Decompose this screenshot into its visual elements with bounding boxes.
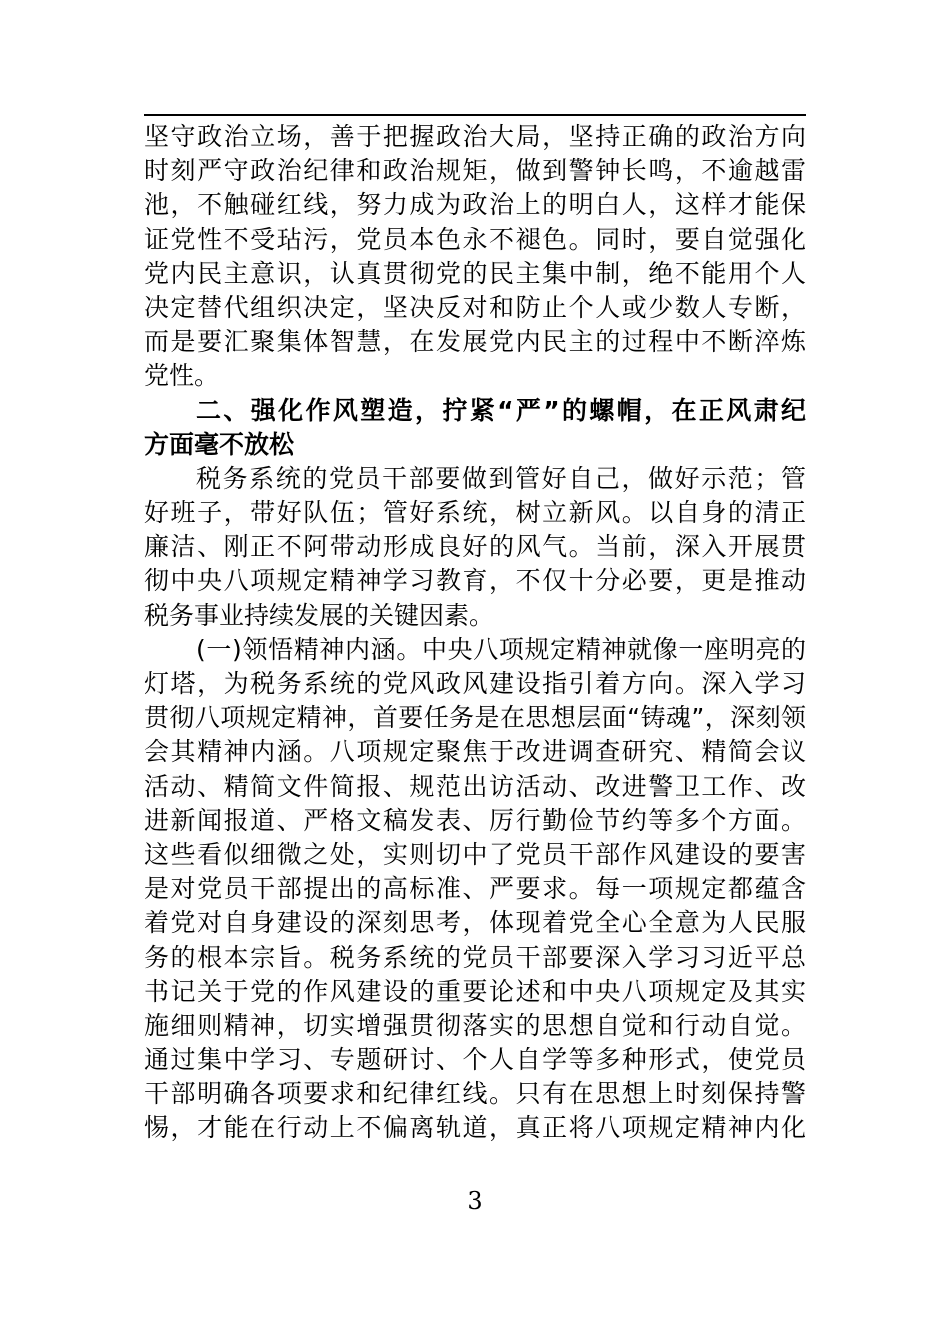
text-line: 证党性不受玷污，党员本色永不褪色。同时，要自觉强化 (144, 224, 806, 254)
page-number: 3 (467, 1187, 483, 1215)
text-line: 党内民主意识，认真贯彻党的民主集中制，绝不能用个人 (144, 258, 806, 288)
text-line: 是对党员干部提出的高标准、严要求。每一项规定都蕴含 (144, 874, 806, 904)
text-line: 而是要汇聚集体智慧，在发展党内民主的过程中不断淬炼 (144, 327, 806, 357)
text-line: 决定替代组织决定，坚决反对和防止个人或少数人专断， (144, 292, 806, 322)
text-line: 会其精神内涵。八项规定聚焦于改进调查研究、精简会议 (144, 737, 806, 767)
text-line: 税务事业持续发展的关键因素。 (144, 600, 495, 630)
text-line: 时刻严守政治纪律和政治规矩，做到警钟长鸣，不逾越雷 (144, 156, 806, 186)
text-line: 坚守政治立场，善于把握政治大局，坚持正确的政治方向 (144, 122, 806, 151)
text-line: 施细则精神，切实增强贯彻落实的思想自觉和行动自觉。 (144, 1010, 806, 1040)
text-line: 池，不触碰红线，努力成为政治上的明白人，这样才能保 (144, 190, 806, 220)
text-line: 党性。 (144, 361, 220, 391)
text-line: 书记关于党的作风建设的重要论述和中央八项规定及其实 (144, 976, 806, 1006)
text-line: 着党对自身建设的深刻思考，体现着党全心全意为人民服 (144, 908, 806, 938)
text-line: 这些看似细微之处，实则切中了党员干部作风建设的要害 (144, 839, 806, 869)
text-line: (一)领悟精神内涵。中央八项规定精神就像一座明亮的 (196, 634, 806, 664)
text-line: 活动、精简文件简报、规范出访活动、改进警卫工作、改 (144, 771, 806, 801)
text-line: 惕，才能在行动上不偏离轨道，真正将八项规定精神内化 (144, 1113, 806, 1143)
header-rule (144, 114, 806, 116)
section-heading-continued: 方面毫不放松 (144, 429, 295, 459)
text-line: 税务系统的党员干部要做到管好自己，做好示范；管 (196, 463, 806, 493)
text-line: 灯塔，为税务系统的党风政风建设指引着方向。深入学习 (144, 669, 806, 698)
body-text (144, 120, 806, 1146)
text-line: 彻中央八项规定精神学习教育，不仅十分必要，更是推动 (144, 566, 806, 596)
text-line: 进新闻报道、严格文稿发表、厉行勤俭节约等多个方面。 (144, 805, 806, 835)
text-line: 贯彻八项规定精神，首要任务是在思想层面“铸魂”，深刻领 (144, 703, 806, 733)
text-line: 通过集中学习、专题研讨、个人自学等多种形式，使党员 (144, 1045, 806, 1075)
text-line: 干部明确各项要求和纪律红线。只有在思想上时刻保持警 (144, 1079, 806, 1109)
text-line: 务的根本宗旨。税务系统的党员干部要深入学习习近平总 (144, 942, 806, 972)
text-line: 好班子，带好队伍；管好系统，树立新风。以自身的清正 (144, 498, 806, 528)
section-heading: 二、强化作风塑造，拧紧“严”的螺帽，在正风肃纪 (196, 395, 806, 425)
text-line: 廉洁、刚正不阿带动形成良好的风气。当前，深入开展贯 (144, 532, 806, 562)
